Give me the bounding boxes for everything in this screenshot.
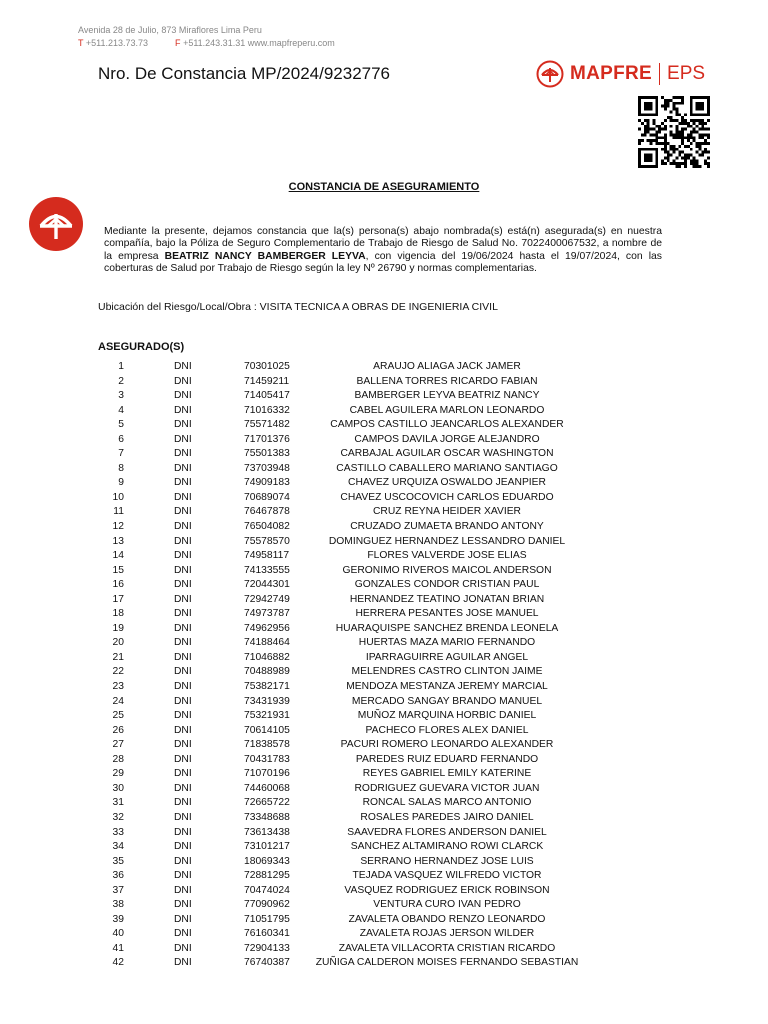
insured-row [0, 913, 768, 928]
document-type: DNI [174, 564, 192, 576]
brand-name: MAPFRE [570, 63, 653, 84]
document-id: 76467878 [244, 506, 290, 518]
document-id: 71701376 [244, 433, 290, 445]
insured-number: 22 [112, 666, 124, 678]
insured-number: 3 [118, 390, 124, 402]
document-id: 72904133 [244, 942, 290, 954]
insured-number: 27 [112, 739, 124, 751]
fax-label: F [175, 38, 181, 48]
fax-and-website: +511.243.31.31 www.mapfreperu.com [183, 38, 335, 48]
insured-row [0, 927, 768, 942]
document-type: DNI [174, 622, 192, 634]
insured-number: 33 [112, 826, 124, 838]
insured-row [0, 535, 768, 550]
insured-name: CABEL AGUILERA MARLON LEONARDO [349, 404, 545, 416]
insured-name: MENDOZA MESTANZA JEREMY MARCIAL [346, 681, 548, 693]
document-type: DNI [174, 535, 192, 547]
insured-number: 23 [112, 681, 124, 693]
insured-name: CAMPOS CASTILLO JEANCARLOS ALEXANDER [330, 419, 564, 431]
document-type: DNI [174, 811, 192, 823]
brand-unit: EPS [667, 63, 706, 84]
insured-name: PACURI ROMERO LEONARDO ALEXANDER [340, 739, 554, 751]
insured-name: FLORES VALVERDE JOSE ELIAS [367, 550, 527, 562]
insured-name: REYES GABRIEL EMILY KATERINE [362, 768, 532, 780]
document-id: 76504082 [244, 521, 290, 533]
document-type: DNI [174, 753, 192, 765]
phone-number: +511.213.73.73 [85, 38, 149, 48]
document-type: DNI [174, 593, 192, 605]
document-id: 75321931 [244, 710, 290, 722]
insured-name: GERONIMO RIVEROS MAICOL ANDERSON [342, 564, 552, 576]
insured-number: 36 [112, 870, 124, 882]
insured-name: RODRIGUEZ GUEVARA VICTOR JUAN [354, 782, 540, 794]
document-id: 74188464 [244, 637, 290, 649]
insured-row [0, 636, 768, 651]
insured-row [0, 942, 768, 957]
document-type: DNI [174, 375, 192, 387]
insured-number: 1 [118, 361, 124, 372]
document-type: DNI [174, 797, 192, 809]
insured-row [0, 826, 768, 841]
insured-name: ZUÑIGA CALDERON MOISES FERNANDO SEBASTIAN [315, 957, 579, 969]
insured-row [0, 389, 768, 404]
insured-name: MELENDRES CASTRO CLINTON JAIME [351, 666, 543, 678]
insured-row [0, 680, 768, 695]
document-type: DNI [174, 390, 192, 402]
document-type: DNI [174, 404, 192, 416]
document-id: 73703948 [244, 462, 290, 474]
insured-name: HUARAQUISPE SANCHEZ BRENDA LEONELA [335, 622, 559, 634]
document-type: DNI [174, 826, 192, 838]
insured-name: RONCAL SALAS MARCO ANTONIO [362, 797, 532, 809]
document-id: 70689074 [244, 491, 290, 503]
document-type: DNI [174, 579, 192, 591]
document-type: DNI [174, 957, 192, 969]
insured-row [0, 593, 768, 608]
insured-name: IPARRAGUIRRE AGUILAR ANGEL [365, 651, 529, 663]
document-type: DNI [174, 506, 192, 518]
insured-number: 14 [112, 550, 124, 562]
document-type: DNI [174, 550, 192, 562]
document-type: DNI [174, 942, 192, 954]
insured-name: CHAVEZ USCOCOVICH CARLOS EDUARDO [340, 491, 554, 503]
insured-name: GONZALES CONDOR CRISTIAN PAUL [354, 579, 540, 591]
insured-name: BAMBERGER LEYVA BEATRIZ NANCY [354, 390, 540, 402]
document-type: DNI [174, 361, 192, 372]
document-type: DNI [174, 782, 192, 794]
insured-number: 5 [118, 419, 124, 431]
document-id: 74958117 [244, 550, 290, 562]
insured-name: ZAVALETA OBANDO RENZO LEONARDO [348, 913, 546, 925]
insured-name: SANCHEZ ALTAMIRANO ROWI CLARCK [350, 841, 544, 853]
insured-number: 42 [112, 957, 124, 969]
mapfre-seal-icon [28, 196, 84, 252]
insured-row [0, 695, 768, 710]
insured-row [0, 404, 768, 419]
insured-row [0, 884, 768, 899]
insured-list [0, 360, 768, 971]
insured-number: 19 [112, 622, 124, 634]
insured-number: 34 [112, 841, 124, 853]
insured-name: VENTURA CURO IVAN PEDRO [373, 899, 521, 911]
document-id: 71838578 [244, 739, 290, 751]
insured-row [0, 447, 768, 462]
insured-number: 18 [112, 608, 124, 620]
insured-number: 31 [112, 797, 124, 809]
document-id: 71046882 [244, 651, 290, 663]
document-type: DNI [174, 928, 192, 940]
insured-number: 4 [118, 404, 124, 416]
company-address-block [78, 24, 335, 50]
document-type: DNI [174, 448, 192, 460]
document-type: DNI [174, 666, 192, 678]
document-id: 74962956 [244, 622, 290, 634]
document-type: DNI [174, 477, 192, 489]
insured-number: 10 [112, 491, 124, 503]
document-id: 74909183 [244, 477, 290, 489]
mapfre-emblem-icon [536, 60, 564, 88]
insured-row [0, 418, 768, 433]
insured-row [0, 738, 768, 753]
insured-name: CAMPOS DAVILA JORGE ALEJANDRO [354, 433, 540, 445]
insured-number: 29 [112, 768, 124, 780]
insured-row [0, 811, 768, 826]
insured-number: 11 [113, 506, 124, 518]
insured-heading: ASEGURADO(S) [98, 341, 185, 353]
insured-number: 25 [112, 710, 124, 722]
insured-name: SAAVEDRA FLORES ANDERSON DANIEL [347, 826, 547, 838]
insured-row [0, 462, 768, 477]
insured-row [0, 564, 768, 579]
address-line: Avenida 28 de Julio, 873 Miraflores Lima Peru [78, 25, 262, 35]
document-type: DNI [174, 462, 192, 474]
intro-paragraph [104, 226, 662, 275]
document-id: 75571482 [244, 419, 290, 431]
document-id: 73431939 [244, 695, 290, 707]
document-id: 71459211 [244, 375, 290, 387]
insured-number: 26 [112, 724, 124, 736]
document-heading: CONSTANCIA DE ASEGURAMIENTO [288, 181, 480, 193]
insured-row [0, 869, 768, 884]
insured-row [0, 375, 768, 390]
document-id: 70474024 [244, 884, 290, 896]
insured-number: 20 [112, 637, 124, 649]
document-type: DNI [174, 855, 192, 867]
insured-number: 13 [112, 535, 124, 547]
document-type: DNI [174, 870, 192, 882]
document-id: 71070196 [244, 768, 290, 780]
document-id: 77090962 [244, 899, 290, 911]
insured-name: MUÑOZ MARQUINA HORBIC DANIEL [357, 710, 537, 722]
document-type: DNI [174, 841, 192, 853]
insured-name: HERNANDEZ TEATINO JONATAN BRIAN [349, 593, 545, 605]
insured-row [0, 505, 768, 520]
insured-name: ZAVALETA ROJAS JERSON WILDER [359, 928, 535, 940]
document-type: DNI [174, 491, 192, 503]
insured-number: 16 [112, 579, 124, 591]
document-id: 70431783 [244, 753, 290, 765]
insured-name: PACHECO FLORES ALEX DANIEL [365, 724, 529, 736]
insured-number: 38 [112, 899, 124, 911]
insured-name: ARAUJO ALIAGA JACK JAMER [373, 361, 521, 372]
insured-number: 35 [112, 855, 124, 867]
insured-number: 39 [112, 913, 124, 925]
document-id: 74460068 [244, 782, 290, 794]
document-type: DNI [174, 695, 192, 707]
insured-number: 6 [118, 433, 124, 445]
document-id: 75382171 [244, 681, 290, 693]
document-type: DNI [174, 608, 192, 620]
insured-number: 24 [112, 695, 124, 707]
document-id: 75578570 [244, 535, 290, 547]
mapfre-eps-logo [536, 60, 705, 88]
risk-location: Ubicación del Riesgo/Local/Obra : VISITA TECNICA A OBRAS DE INGENIERIA CIVIL [98, 301, 498, 313]
insured-number: 12 [112, 521, 124, 533]
insured-row [0, 898, 768, 913]
document-id: 18069343 [244, 855, 290, 867]
document-type: DNI [174, 419, 192, 431]
insured-row [0, 724, 768, 739]
qr-code-icon [638, 96, 710, 168]
insured-name: TEJADA VASQUEZ WILFREDO VICTOR [352, 870, 542, 882]
document-type: DNI [174, 433, 192, 445]
contact-line [78, 37, 335, 50]
insured-name: HUERTAS MAZA MARIO FERNANDO [358, 637, 536, 649]
document-id: 74973787 [244, 608, 290, 620]
insured-row [0, 476, 768, 491]
intro-text-part1: Mediante la presente, dejamos constancia que la(s) persona(s) abajo nombrada(s) está(n) asegurada(s) en nuestra compañía, bajo la Póliza de Seguro Complementario de Trabajo de Riesgo de Salud No. 7022400067532, a nombre de la empresa [104, 226, 662, 262]
document-type: DNI [174, 724, 192, 736]
document-type: DNI [174, 768, 192, 780]
insured-name: MERCADO SANGAY BRANDO MANUEL [351, 695, 543, 707]
phone-label: T [78, 38, 84, 48]
insured-number: 37 [112, 884, 124, 896]
document-id: 75501383 [244, 448, 290, 460]
document-id: 73613438 [244, 826, 290, 838]
insured-name: HERRERA PESANTES JOSE MANUEL [355, 608, 539, 620]
insured-row [0, 840, 768, 855]
insured-name: PAREDES RUIZ EDUARD FERNANDO [355, 753, 539, 765]
insured-row [0, 622, 768, 637]
insured-row [0, 767, 768, 782]
insured-row [0, 578, 768, 593]
document-id: 72942749 [244, 593, 290, 605]
insured-name: CASTILLO CABALLERO MARIANO SANTIAGO [336, 462, 558, 474]
logo-divider [659, 63, 660, 85]
insured-name: DOMINGUEZ HERNANDEZ LESSANDRO DANIEL [328, 535, 566, 547]
insured-number: 40 [112, 928, 124, 940]
insured-row [0, 855, 768, 870]
company-name: BEATRIZ NANCY BAMBERGER LEYVA [164, 250, 366, 262]
insured-row [0, 709, 768, 724]
insured-name: CARBAJAL AGUILAR OSCAR WASHINGTON [340, 448, 554, 460]
document-id: 74133555 [244, 564, 290, 576]
document-id: 72044301 [244, 579, 290, 591]
insured-number: 7 [118, 448, 124, 460]
document-id: 70614105 [244, 724, 290, 736]
document-type: DNI [174, 899, 192, 911]
document-type: DNI [174, 710, 192, 722]
insured-row [0, 360, 768, 375]
document-id: 70301025 [244, 361, 290, 372]
insured-number: 17 [112, 593, 124, 605]
insured-number: 28 [112, 753, 124, 765]
insured-number: 30 [112, 782, 124, 794]
document-id: 73348688 [244, 811, 290, 823]
insured-row [0, 796, 768, 811]
insured-number: 8 [118, 462, 124, 474]
insured-row [0, 753, 768, 768]
insured-number: 32 [112, 811, 124, 823]
document-type: DNI [174, 739, 192, 751]
insured-number: 21 [112, 651, 124, 663]
certificate-number: Nro. De Constancia MP/2024/9232776 [98, 64, 391, 83]
insured-row [0, 549, 768, 564]
insured-row [0, 956, 768, 971]
document-type: DNI [174, 681, 192, 693]
document-id: 71405417 [244, 390, 290, 402]
insured-row [0, 433, 768, 448]
insured-number: 9 [118, 477, 124, 489]
document-type: DNI [174, 884, 192, 896]
intro-text-part2: , con vigencia del 19/06/2024 hasta el 19/07/2024, con las coberturas de Salud por Trabajo de Riesgo según la ley Nº 26790 y normas complementarias. [104, 250, 662, 274]
insured-row [0, 607, 768, 622]
insured-number: 15 [112, 564, 124, 576]
insured-name: BALLENA TORRES RICARDO FABIAN [356, 375, 538, 387]
document-id: 72665722 [244, 797, 290, 809]
document-id: 76160341 [244, 928, 290, 940]
document-id: 76740387 [244, 957, 290, 969]
document-type: DNI [174, 651, 192, 663]
document-type: DNI [174, 913, 192, 925]
insured-row [0, 665, 768, 680]
insured-number: 41 [112, 942, 124, 954]
insured-name: SERRANO HERNANDEZ JOSE LUIS [360, 855, 534, 867]
document-type: DNI [174, 521, 192, 533]
insured-name: ZAVALETA VILLACORTA CRISTIAN RICARDO [338, 942, 556, 954]
document-id: 71051795 [244, 913, 290, 925]
insured-name: ROSALES PAREDES JAIRO DANIEL [360, 811, 534, 823]
insured-name: CRUZADO ZUMAETA BRANDO ANTONY [350, 521, 544, 533]
insured-name: CHAVEZ URQUIZA OSWALDO JEANPIER [348, 477, 546, 489]
document-id: 70488989 [244, 666, 290, 678]
insured-row [0, 520, 768, 535]
document-type: DNI [174, 637, 192, 649]
insured-name: VASQUEZ RODRIGUEZ ERICK ROBINSON [344, 884, 550, 896]
insured-row [0, 782, 768, 797]
document-id: 71016332 [244, 404, 290, 416]
insured-row [0, 491, 768, 506]
document-id: 72881295 [244, 870, 290, 882]
insured-number: 2 [118, 375, 124, 387]
document-id: 73101217 [244, 841, 290, 853]
insured-row [0, 651, 768, 666]
insured-name: CRUZ REYNA HEIDER XAVIER [373, 506, 521, 518]
